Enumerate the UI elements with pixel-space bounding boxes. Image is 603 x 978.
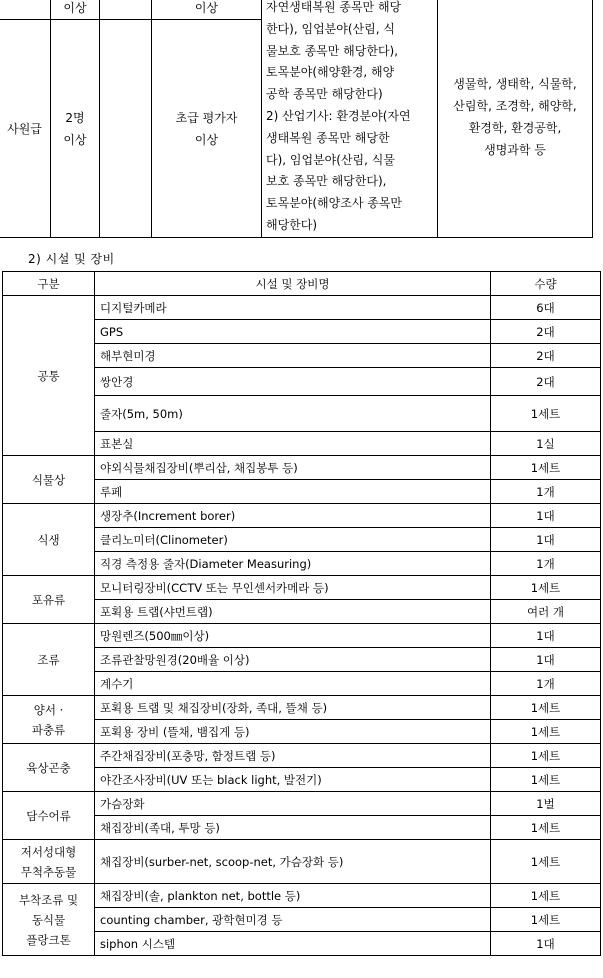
category-label: 부착조류 및: [18, 892, 79, 907]
category-label: 무척추동물: [20, 864, 77, 879]
equipment-quantity: 1개: [491, 672, 601, 696]
category-cell: [3, 696, 95, 744]
equipment-quantity: 1세트: [491, 720, 601, 744]
equipment-quantity: 1벌: [491, 792, 601, 816]
equipment-name: counting chamber, 광학현미경 등: [95, 908, 491, 932]
equipment-name: 계수기: [95, 672, 491, 696]
qualification-table: [0, 0, 593, 238]
level-top-cell: 이상: [152, 0, 262, 20]
equipment-name: 루페: [95, 480, 491, 504]
equipment-name: 표본실: [95, 432, 491, 456]
category-cell: [3, 504, 95, 576]
category-label: 식생: [37, 532, 60, 547]
category-label: 담수어류: [26, 808, 71, 823]
equipment-name: 야간조사장비(UV 또는 black light, 발전기): [95, 768, 491, 792]
header-row: [3, 272, 601, 296]
major-line: 환경학, 환경공학,: [468, 120, 562, 135]
note-line: 물보호 종목만 해당한다),: [266, 43, 399, 58]
table-row: [3, 576, 601, 600]
equipment-name: GPS: [95, 320, 491, 344]
equipment-name: 채집장비(족대, 투망 등): [95, 816, 491, 840]
table-row: [3, 792, 601, 816]
blank-cell-top: [100, 0, 152, 20]
equipment-name: 가슴장화: [95, 792, 491, 816]
category-cell: [3, 884, 95, 956]
note-line: 생태복원 종목만 해당한: [266, 130, 390, 145]
major-line: 생명과학 등: [484, 142, 546, 157]
header-name: 시설 및 장비명: [95, 272, 491, 296]
equipment-quantity: 6대: [491, 296, 601, 320]
equipment-name: 망원렌즈(500㎜이상): [95, 624, 491, 648]
equipment-quantity: 1세트: [491, 768, 601, 792]
evaluator-level-cell: [152, 20, 262, 238]
category-label: 양서 ·: [33, 702, 64, 717]
equipment-quantity: 1세트: [491, 744, 601, 768]
note-line: 2) 산업기사: 환경분야(자연: [266, 108, 411, 123]
category-label: 포유류: [31, 592, 66, 607]
note-line: 한다), 임업분야(산림, 식: [266, 21, 395, 36]
equipment-quantity: 1대: [491, 648, 601, 672]
table-row: [3, 840, 601, 884]
header-quantity: 수량: [491, 272, 601, 296]
equipment-name: 모니터링장비(CCTV 또는 무인센서카메라 등): [95, 576, 491, 600]
equipment-quantity: 1세트: [491, 884, 601, 908]
table-row: [3, 696, 601, 720]
equipment-name: 직경 측정용 줄자(Diameter Measuring): [95, 552, 491, 576]
table-row: [3, 624, 601, 648]
equipment-quantity: 1대: [491, 504, 601, 528]
note-line: 보호 종목만 해당한다),: [266, 174, 387, 189]
note-line: 토목분야(해양조사 종목만: [266, 196, 403, 211]
blank-cell: [100, 20, 152, 238]
category-label: 저서성대형: [20, 844, 77, 859]
table-row: [3, 504, 601, 528]
equipment-name: 주간채집장비(포충망, 함정트랩 등): [95, 744, 491, 768]
table-row: [3, 744, 601, 768]
evaluator-level-line: 초급 평가자: [175, 110, 238, 125]
equipment-quantity: 1실: [491, 432, 601, 456]
equipment-quantity: 1세트: [491, 576, 601, 600]
major-line: 생물학, 생태학, 식물학,: [453, 76, 577, 91]
category-label: 조류: [37, 652, 60, 667]
note-line: 자연생태복원 종목만 해당: [266, 0, 402, 14]
equipment-name: 포획용 트랩(샤먼트랩): [95, 600, 491, 624]
note-line: 해당한다): [266, 217, 318, 232]
category-cell: [3, 456, 95, 504]
category-cell: [3, 840, 95, 884]
equipment-name: siphon 시스템: [95, 932, 491, 956]
category-cell: [3, 744, 95, 792]
equipment-quantity: 1세트: [491, 396, 601, 432]
table-row: [3, 456, 601, 480]
category-cell: [3, 296, 95, 456]
major-line: 산림학, 조경학, 해양학,: [453, 98, 577, 113]
section-title: 2) 시설 및 장비: [28, 252, 115, 266]
equipment-name: 야외식물채집장비(뿌리삽, 채집봉투 등): [95, 456, 491, 480]
category-label: 육상곤충: [26, 760, 71, 775]
rank-cell-top: [0, 0, 51, 20]
count-top-cell: 이상: [51, 0, 100, 20]
equipment-quantity: 1세트: [491, 908, 601, 932]
note-line: 토목분야(해양환경, 해양: [266, 65, 395, 80]
category-label: 동식물: [31, 912, 66, 927]
equipment-name: 쌍안경: [95, 368, 491, 396]
table-row: [3, 884, 601, 908]
staff-count-cell: [51, 20, 100, 238]
equipment-name: 생장추(Increment borer): [95, 504, 491, 528]
equipment-quantity: 1세트: [491, 456, 601, 480]
category-label: 공통: [37, 368, 60, 383]
evaluator-level-line: 이상: [194, 132, 219, 147]
equipment-quantity: 1세트: [491, 696, 601, 720]
equipment-name: 줄자(5m, 50m): [95, 396, 491, 432]
note-line: 공학 종목만 해당한다): [266, 87, 383, 102]
staff-count-line: 2명: [65, 110, 85, 125]
equipment-name: 디지털카메라: [95, 296, 491, 320]
equipment-table: [2, 271, 601, 956]
equipment-table-body: [3, 272, 601, 956]
equipment-name: 포획용 장비 (뜰채, 뱀집게 등): [95, 720, 491, 744]
equipment-quantity: 2대: [491, 344, 601, 368]
category-cell: [3, 576, 95, 624]
rank-label: 사원급: [0, 20, 51, 238]
equipment-name: 클리노미터(Clinometer): [95, 528, 491, 552]
equipment-name: 조류관찰망원경(20배율 이상): [95, 648, 491, 672]
equipment-quantity: 여러 개: [491, 600, 601, 624]
category-cell: [3, 792, 95, 840]
equipment-quantity: 1대: [491, 932, 601, 956]
majors-cell: [438, 0, 593, 237]
equipment-quantity: 1대: [491, 624, 601, 648]
category-label: 식물상: [31, 472, 66, 487]
category-label: 플랑크톤: [26, 932, 71, 947]
equipment-quantity: 1개: [491, 480, 601, 504]
equipment-quantity: 1세트: [491, 840, 601, 884]
equipment-name: 채집장비(솔, plankton net, bottle 등): [95, 884, 491, 908]
equipment-quantity: 2대: [491, 368, 601, 396]
equipment-name: 해부현미경: [95, 344, 491, 368]
category-cell: [3, 624, 95, 696]
header-category: 구분: [3, 272, 95, 296]
table-row: [3, 296, 601, 320]
license-note-cell: [262, 0, 438, 237]
note-line: 다), 임업분야(산림, 식물: [266, 152, 395, 167]
equipment-quantity: 1개: [491, 552, 601, 576]
equipment-quantity: 1세트: [491, 816, 601, 840]
category-label: 파충류: [31, 722, 66, 737]
equipment-name: 포획용 트랩 및 채집장비(장화, 족대, 뜰채 등): [95, 696, 491, 720]
equipment-quantity: 2대: [491, 320, 601, 344]
equipment-quantity: 1대: [491, 528, 601, 552]
staff-count-line: 이상: [63, 132, 87, 147]
equipment-name: 채집장비(surber-net, scoop-net, 가슴장화 등): [95, 840, 491, 884]
